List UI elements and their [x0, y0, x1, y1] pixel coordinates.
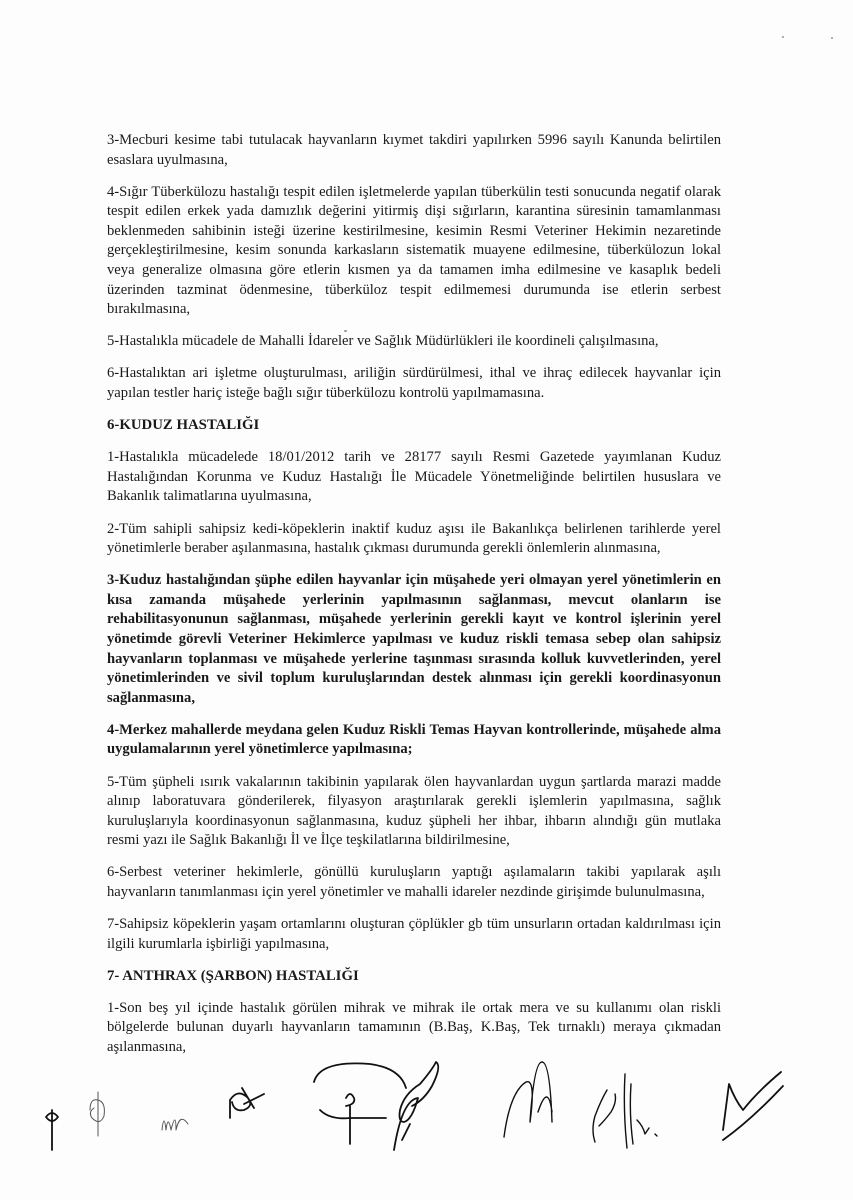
rabies-item-5: 5-Tüm şüpheli ısırık vakalarının takibinin yapılarak ölen hayvanlardan uygun şartlarda marazi madde alınıp laboratuvara gönderilerek, filyasyon araştırılarak gerekli işlemlerin yapılmasına, sağlık kuruluşlarıyla koordinasyonun sağlanmasına, kuduz şüpheli her ihbar, ihbarın alındığı gün mutlaka resmi yazı ile Sağlık Bakanlığı İl ve İlçe teşkilatlarına bildirilmesine, — [107, 773, 721, 849]
rabies-item-6: 6-Serbest veteriner hekimlerle, gönüllü kuruluşların yaptığı aşılamaların takibi yapılarak aşılı hayvanların tanımlanması için yerel yönetimler ve mahalli idareler nezdinde girişimde bulunulmasına, — [107, 864, 721, 900]
signature-1 — [38, 1105, 68, 1160]
signature-9 — [705, 1060, 815, 1155]
signature-3 — [160, 1100, 194, 1145]
rabies-item-4: 4-Merkez mahallerde meydana gelen Kuduz Riskli Temas Hayvan kontrollerinde, müşahede alma uygulamalarının yerel yönetimlerce yapılmasına; — [107, 721, 721, 758]
rabies-item-7: 7-Sahipsiz köpeklerin yaşam ortamlarını oluşturan çöplükler gb tüm unsurların ortadan kaldırılması için ilgili kurumlarla işbirliği yapılmasına, — [107, 916, 721, 952]
rabies-item-1: 1-Hastalıkla mücadelede 18/01/2012 tarih ve 28177 sayılı Resmi Gazetede yayımlanan Kuduz Hastalığından Korunma ve Kuduz Hastalığı İle Mücadele Yönetmeliğinde belirtilen hususlara ve Bakanlık talimatlarına uyulmasına, — [107, 449, 721, 505]
document-body — [107, 131, 721, 1070]
tuberculosis-item-4: 4-Sığır Tüberkülozu hastalığı tespit edilen işletmelerde yapılan tüberkülin testi sonucunda negatif olarak tespit edilen erkek yada damızlık değerini yitirmiş dişi sığırların, karantina süresinin tamamlanması beklenmeden sahibinin isteği üzerine kestirilmesine, kesimin Resmi Veteriner Hekimin nezaretinde gerçekleştirilmesine, kesim sonunda karkasların sistematik muayene edilmesine, tüberkülozun lokal veya generalize olmasına göre etlerin kısmen ya da tamamen imha edilmesine ve kasaplık bedeli üzerinden tazminat ödenmesine, tüberküloz tespit edilmemesi durumunda ise etlerin serbest bırakılmasına, — [107, 183, 721, 318]
section-heading-rabies: 6-KUDUZ HASTALIĞI — [107, 417, 260, 434]
signature-7 — [500, 1052, 570, 1147]
signature-4 — [224, 1078, 274, 1133]
scan-speck — [782, 36, 784, 38]
tuberculosis-item-5: 5-Hastalıkla mücadele de Mahalli İdareler ve Sağlık Müdürlükleri ile koordineli çalışılmasına, — [107, 333, 659, 350]
rabies-item-3: 3-Kuduz hastalığından şüphe edilen hayvanlar için müşahede yeri olmayan yerel yönetimlerin en kısa zamanda müşahede yerlerinin yapılmasının sağlanması, mevcut olanların ise rehabilitasyonunun sağlanması, müşahede yerlerinin gerekli kayıt ve kontrol işlerinin yerel yönetimde görevli Veteriner Hekimlerce yapılması ve kuduz riskli temasa sebep olan sahipsiz hayvanların toplanması ve müşahede yerlerine taşınması sırasında kolluk kuvvetlerinden, yerel yönetimlerinden ve sivil toplum kuruluşlarından destek alınması için gerekli koordinasyonun sağlanmasına, — [107, 572, 721, 706]
tuberculosis-item-6: 6-Hastalıktan ari işletme oluşturulması, ariliğin sürdürülmesi, ithal ve ihraç edilecek hayvanlar için yapılan testler hariç isteğe bağlı sığır tüberkülozu kontrolü yapılmamasına. — [107, 365, 721, 402]
anthrax-item-1: 1-Son beş yıl içinde hastalık görülen mihrak ve mihrak ile ortak mera ve su kullanımı olan riskli bölgelerde bulunan duyarlı hayvanların tamamının (B.Baş, K.Baş, Tek tırnaklı) meraya çıkmadan aşılanmasına, — [107, 999, 721, 1056]
signature-6 — [392, 1060, 452, 1155]
rabies-item-2: 2-Tüm sahipli sahipsiz kedi-köpeklerin inaktif kuduz aşısı ile Bakanlıkça belirlenen tarihlerde yerel yönetimlerle beraber aşılanmasına, hastalık çıkması durumunda gerekli önlemlerin alınmasına, — [107, 520, 721, 557]
tuberculosis-item-3: 3-Mecburi kesime tabi tutulacak hayvanların kıymet takdiri yapılırken 5996 sayılı Kanunda belirtilen esaslara uyulmasına, — [107, 132, 721, 168]
signature-8 — [585, 1070, 695, 1155]
section-heading-anthrax: 7- ANTHRAX (ŞARBON) HASTALIĞI — [107, 967, 359, 984]
scan-speck — [831, 37, 833, 39]
signature-2 — [84, 1090, 114, 1145]
